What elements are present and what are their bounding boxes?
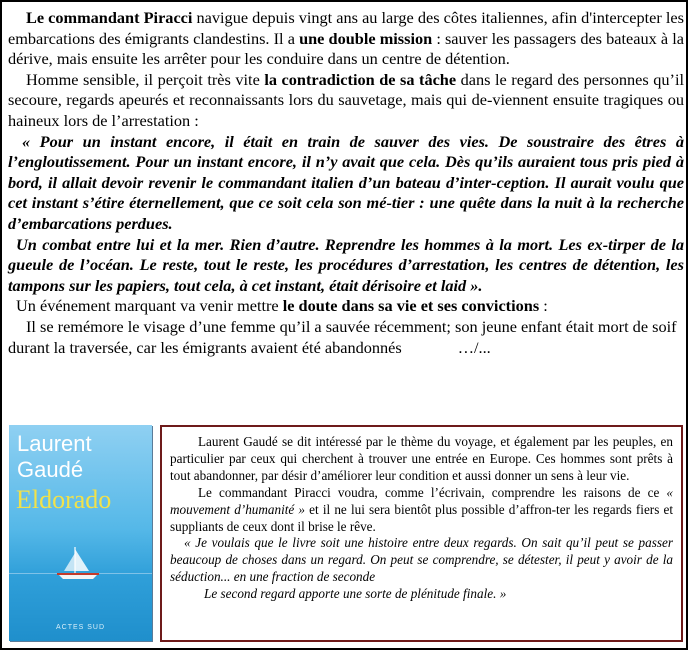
author-note-box [160,425,683,642]
note-paragraph-2 [170,485,673,536]
quote-paragraph-1: « Pour un instant encore, il était en train de sauver des vies. De soustraire des êtres à l’engloutissement. Pour un instant encore, il n’y avait que cela. Dès qu’ils auraient tous pris pied à bord, il allait devoir revenir le commandant italien d’un bateau d’inter-ception. Il aurait voulu que cet instant s’étire éternellement, que ce soit cela son mé-tier : une quête dans la nuit à la recherche d’embarcations perdues. [8,131,684,233]
main-text [8,8,684,358]
emphasis-humanity: « mouvement d’humanité » [170,484,673,517]
author-note-text [170,434,673,603]
paragraph-intro [8,8,684,70]
boat-icon [53,543,103,583]
paragraph-contradiction [8,70,684,132]
publisher-mark: ACTES SUD [55,624,106,631]
book-cover [9,425,152,641]
continued-mark: …/... [457,337,491,357]
book-author [17,431,92,483]
emphasis-doubt: le doute dans sa vie et ses convictions [282,296,540,316]
text: Le commandant Piracci voudra, comme l’écrivain, comprendre les raisons de ce [198,484,667,500]
text: navigue depuis vingt ans au large des côtes italiennes, afin d'intercepter les embarcations des émigrants clandestins. Il a [8,8,684,48]
text: dans le regard des personnes qu’il secoure, regards apeurés et reconnaissants lors du sauvetage, mais qui de-viennent ensuite tragiques ou haineux lors de l’arrestation : [8,69,684,130]
emphasis-contradiction: la contradiction de sa tâche [264,69,457,89]
author-last-name: Gaudé [17,457,84,482]
paragraph-memory [8,317,684,358]
note-quote-last: Le second regard apporte une sorte de plénitude finale. » [204,586,507,602]
book-title: Eldorado [16,485,112,514]
text: Homme sensible, il perçoit très vite [26,69,265,89]
text: et il ne lui sera bientôt plus possible d’affron-ter les regards fiers et suppliants de ceux dont il brise le rêve. [170,501,673,534]
emphasis-commandant: Le commandant Piracci [26,8,193,27]
quote-paragraph-2: Un combat entre lui et la mer. Rien d’autre. Reprendre les hommes à la mort. Les ex-tirper de la gueule de l’océan. Le reste, tout le reste, les procédures d’arrestation, les centres de détention, les tampons sur les papiers, tout cela, à cet instant, était dérisoire et laid ». [8,234,684,295]
paragraph-doubt [8,296,684,317]
note-quote: « Je voulais que le livre soit une histoire entre deux regards. On sait qu’il peut se passer beaucoup de choses dans un regard. On peut se comprendre, se détester, il peut y avoir de la séduction... en une fraction de seconde [170,535,673,585]
text: : sauver les passagers des bateaux à la dérive, mais ensuite les arrêter pour les conduire dans un centre de détention. [8,28,684,69]
text: Un événement marquant va venir mettre [16,296,283,316]
author-first-name: Laurent [17,431,92,456]
emphasis-mission: une double mission [299,28,433,48]
text: : [539,296,548,316]
note-paragraph-1: Laurent Gaudé se dit intéressé par le thème du voyage, et également par les peuples, en particulier par ceux qui cherchent à trouver une entrée en Europe. Ces hommes sont prêts à tout abandonner, par désir d’améliorer leur condition et aussi donner un sens à leur vie. [170,434,673,483]
text: Il se remémore le visage d’une femme qu’il a sauvée récemment; son jeune enfant était mort de soif durant la traversée, car les émigrants avaient été abandonnés [8,316,677,357]
